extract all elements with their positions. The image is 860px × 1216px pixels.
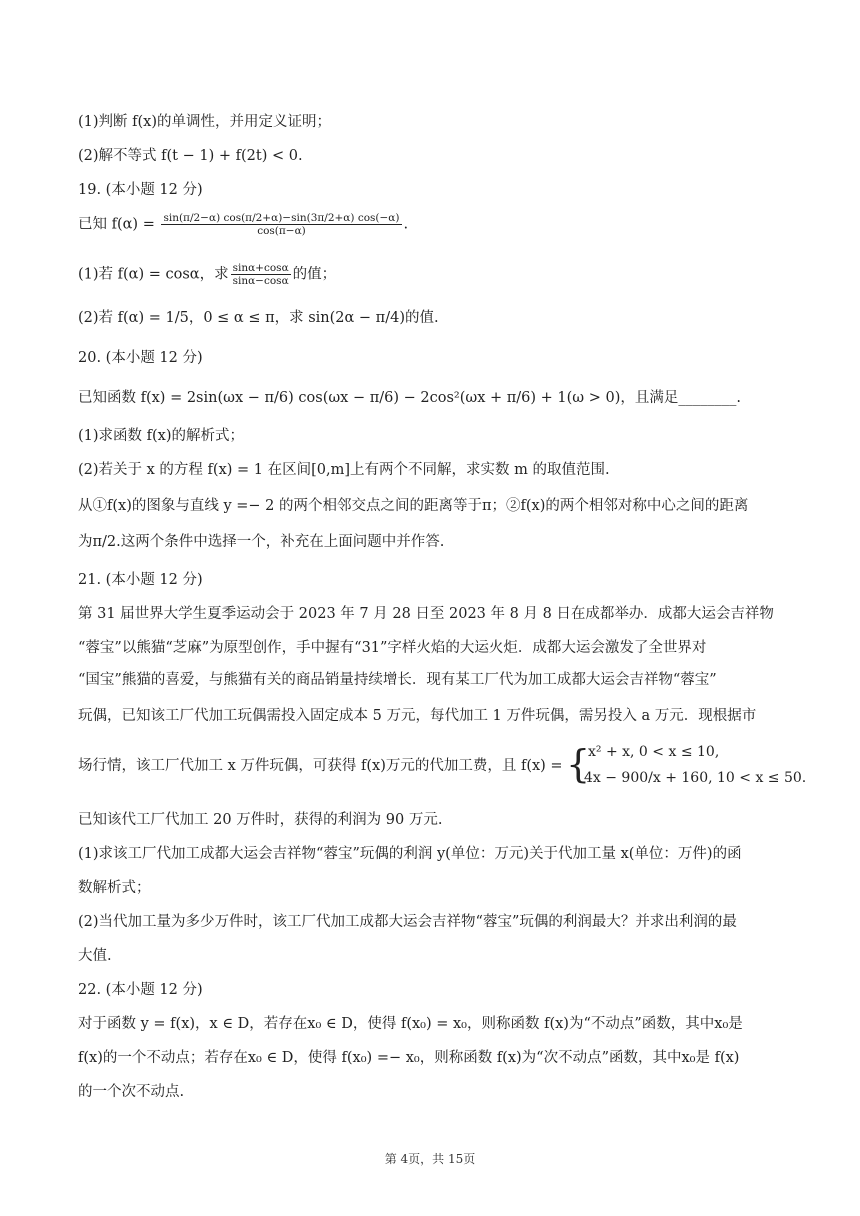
q21-text-line5: 场行情，该工厂代加工 x 万件玩偶，可获得 f(x)万元的代加工费，且 f(x) = <box>78 758 563 774</box>
q20-part2: (2)若关于 x 的方程 f(x) = 1 在区间[0,m]上有两个不同解，求实数 m 的取值范围. <box>78 462 610 478</box>
q21-text-line1: 第 31 届世界大学生夏季运动会于 2023 年 7 月 28 日至 2023 年 8 月 8 日在成都举办．成都大运会吉祥物 <box>78 606 774 622</box>
q19-fraction <box>161 212 401 237</box>
q21-text-line3: “国宝”熊猫的喜爱，与熊猫有关的商品销量持续增长．现有某工厂代为加工成都大运会吉祥物“蓉宝” <box>78 672 717 688</box>
q19-numerator: sin(π/2−α) cos(π/2+α)−sin(3π/2+α) cos(−α) <box>163 212 400 224</box>
q19-heading: 19. (本小题 12 分) <box>78 182 203 198</box>
q19-part2: (2)若 f(α) = 1/5，0 ≤ α ≤ π，求 sin(2α − π/4)的值. <box>78 310 439 326</box>
q19-def-prefix: 已知 f(α) = <box>78 216 155 233</box>
q19-part1-suffix: 的值； <box>292 266 337 283</box>
q21-text-line4: 玩偶，已知该工厂代加工玩偶需投入固定成本 5 万元，每代加工 1 万件玩偶，需另投入 a 万元．现根据市 <box>78 708 757 724</box>
q22-text-line1: 对于函数 y = f(x)，x ∈ D，若存在x₀ ∈ D，使得 f(x₀) = x₀，则称函数 f(x)为“不动点”函数，其中x₀是 <box>78 1016 743 1032</box>
q19-denominator: cos(π−α) <box>257 225 306 237</box>
piecewise-case1: x² + x, 0 < x ≤ 10, <box>588 744 720 760</box>
q18-part1: (1)判断 f(x)的单调性，并用定义证明； <box>78 114 332 130</box>
q18-part2: (2)解不等式 f(t − 1) + f(2t) < 0. <box>78 148 303 164</box>
q21-part2-line1: (2)当代加工量为多少万件时，该工厂代加工成都大运会吉祥物“蓉宝”玩偶的利润最大？并求出利润的最 <box>78 914 737 930</box>
q20-condition-line1: 从①f(x)的图象与直线 y =− 2 的两个相邻交点之间的距离等于π；②f(x)的两个相邻对称中心之间的距离 <box>78 498 749 514</box>
q21-text-line6: 已知该代工厂代加工 20 万件时，获得的利润为 90 万元. <box>78 812 443 828</box>
q22-text-line2: f(x)的一个不动点；若存在x₀ ∈ D，使得 f(x₀) =− x₀，则称函数 f(x)为“次不动点”函数，其中x₀是 f(x) <box>78 1050 740 1066</box>
piecewise-brace: { <box>566 742 591 786</box>
q19-part1-denominator: sinα−cosα <box>232 275 289 287</box>
q19-part1-fraction <box>231 262 291 287</box>
q21-part1-line1: (1)求该工厂代加工成都大运会吉祥物“蓉宝”玩偶的利润 y(单位：万元)关于代加工量 x(单位：万件)的函 <box>78 846 742 862</box>
q21-part2-line2: 大值. <box>78 948 112 964</box>
q21-part1-line2: 数解析式； <box>78 880 151 896</box>
q21-text-line2: “蓉宝”以熊猫“芝麻”为原型创作，手中握有“31”字样火焰的大运火炬．成都大运会激发了全世界对 <box>78 640 707 656</box>
q19-part1-prefix: (1)若 f(α) = cosα，求 <box>78 266 229 283</box>
q22-heading: 22. (本小题 12 分) <box>78 982 203 998</box>
q19-definition: 已知 f(α) = $\frac{\sin(\pi/2-\alpha) \cos(\pi/2+\alpha)-\sin(3\pi/2+\alpha) \cos(-\alpha)}{\cos(\pi-\alpha)}$ . <box>78 212 409 237</box>
q20-part1: (1)求函数 f(x)的解析式； <box>78 428 245 444</box>
page-footer: 第 4页，共 15页 <box>384 1152 476 1166</box>
q20-heading: 20. (本小题 12 分) <box>78 350 203 366</box>
q22-text-line3: 的一个次不动点. <box>78 1084 185 1100</box>
piecewise-case2: 4x − 900/x + 160, 10 < x ≤ 50. <box>584 770 807 786</box>
q19-part1-numerator: sinα+cosα <box>232 262 289 274</box>
q20-definition: 已知函数 f(x) = 2sin(ωx − π/6) cos(ωx − π/6) − 2cos²(ωx + π/6) + 1(ω > 0)，且满足________. <box>78 390 741 406</box>
q20-condition-line2: 为π/2.这两个条件中选择一个，补充在上面问题中并作答. <box>78 534 445 550</box>
q19-part1 <box>78 262 790 287</box>
q21-heading: 21. (本小题 12 分) <box>78 572 203 588</box>
